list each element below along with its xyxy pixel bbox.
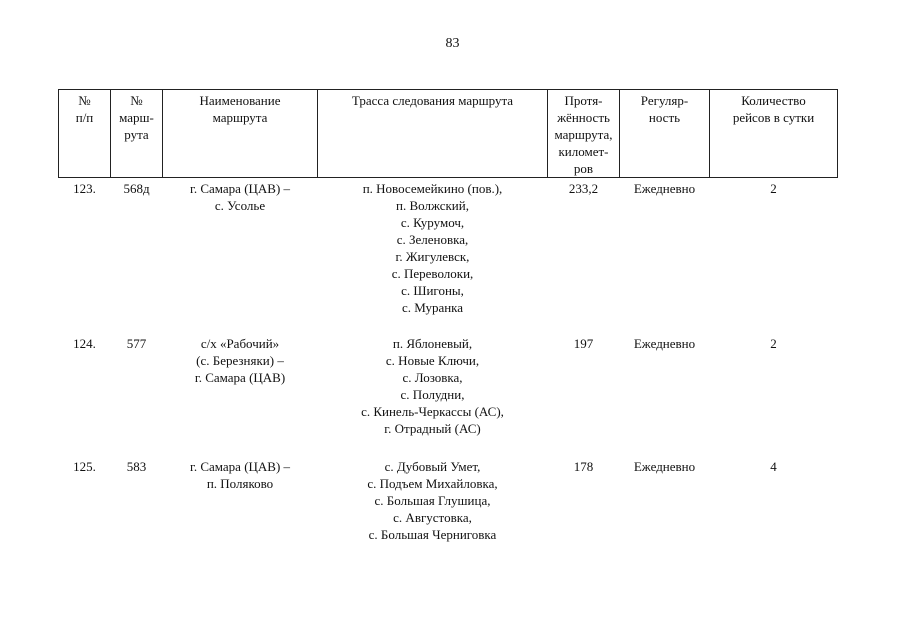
header-row-number (59, 90, 111, 178)
cell-line: г. Отрадный (АС) (384, 421, 481, 436)
route-regularity: Ежедневно (633, 459, 696, 474)
cell-line: (с. Березняки) – (196, 353, 284, 368)
page-number: 83 (445, 36, 460, 51)
header-route-name (163, 90, 318, 178)
header-line: Протя- (564, 93, 603, 108)
route-trips: 4 (770, 459, 777, 474)
cell-line: п. Волжский, (396, 198, 469, 213)
header-line: № (130, 93, 143, 108)
header-line: километ- (558, 144, 609, 159)
header-line: марш- (119, 110, 154, 125)
table-row (59, 458, 838, 558)
route-regularity: Ежедневно (633, 336, 696, 351)
cell-line: с/х «Рабочий» (200, 336, 280, 351)
cell-line: с. Переволоки, (391, 266, 474, 281)
cell-line: с. Августовка, (393, 510, 472, 525)
route-number: 577 (126, 336, 147, 351)
cell-line: г. Жигулевск, (395, 249, 470, 264)
route-length: 233,2 (568, 181, 599, 196)
header-line: маршрута (212, 110, 268, 125)
cell-line: с. Лозовка, (402, 370, 463, 385)
header-line: Количество (741, 93, 806, 108)
route-trips: 2 (770, 336, 777, 351)
cell-line: с. Курумоч, (400, 215, 465, 230)
header-line: ров (573, 161, 594, 176)
cell-line: с. Муранка (401, 300, 464, 315)
cell-line: п. Яблоневый, (392, 336, 473, 351)
cell-line: с. Зеленовка, (396, 232, 469, 247)
header-route-number (111, 90, 163, 178)
cell-line: г. Самара (ЦАВ) (194, 370, 286, 385)
routes-table (58, 89, 838, 558)
route-regularity: Ежедневно (633, 181, 696, 196)
route-name (163, 178, 318, 336)
route-number: 583 (126, 459, 147, 474)
header-line: ность (648, 110, 681, 125)
cell-line: с. Подъем Михайловка, (367, 476, 498, 491)
route-length: 178 (573, 459, 594, 474)
header-line: Регуляр- (640, 93, 689, 108)
table-row (59, 335, 838, 458)
route-number: 568д (123, 181, 150, 196)
cell-line: с. Большая Черниговка (368, 527, 497, 542)
cell-line: п. Поляково (206, 476, 274, 491)
header-route-length (548, 90, 620, 178)
header-line: п/п (75, 110, 94, 125)
row-number: 125. (73, 459, 96, 474)
cell-line: с. Большая Глушица, (374, 493, 491, 508)
cell-line: г. Самара (ЦАВ) – (189, 181, 291, 196)
header-line: Трасса следования маршрута (351, 93, 514, 108)
header-line: маршрута, (554, 127, 613, 142)
table-header-row (59, 90, 838, 178)
header-trips-per-day (710, 90, 838, 178)
cell-line: с. Усолье (214, 198, 266, 213)
route-trips: 2 (770, 181, 777, 196)
cell-line: с. Полудни, (400, 387, 465, 402)
route-name (163, 335, 318, 458)
route-path (318, 178, 548, 336)
route-path (318, 335, 548, 458)
header-line: рейсов в сутки (732, 110, 815, 125)
row-number: 124. (73, 336, 96, 351)
route-length: 197 (573, 336, 594, 351)
table-row (59, 178, 838, 336)
header-line: № (78, 93, 91, 108)
cell-line: п. Новосемейкино (пов.), (362, 181, 503, 196)
header-line: жённость (557, 110, 610, 125)
route-name (163, 458, 318, 558)
cell-line: с. Дубовый Умет, (384, 459, 481, 474)
cell-line: г. Самара (ЦАВ) – (189, 459, 291, 474)
cell-line: с. Шигоны, (401, 283, 464, 298)
header-line: рута (124, 127, 149, 142)
cell-line: с. Новые Ключи, (385, 353, 480, 368)
header-regularity (620, 90, 710, 178)
row-number: 123. (73, 181, 96, 196)
header-route-path (318, 90, 548, 178)
cell-line: с. Кинель-Черкассы (АС), (361, 404, 504, 419)
route-path (318, 458, 548, 558)
header-line: Наименование (199, 93, 281, 108)
